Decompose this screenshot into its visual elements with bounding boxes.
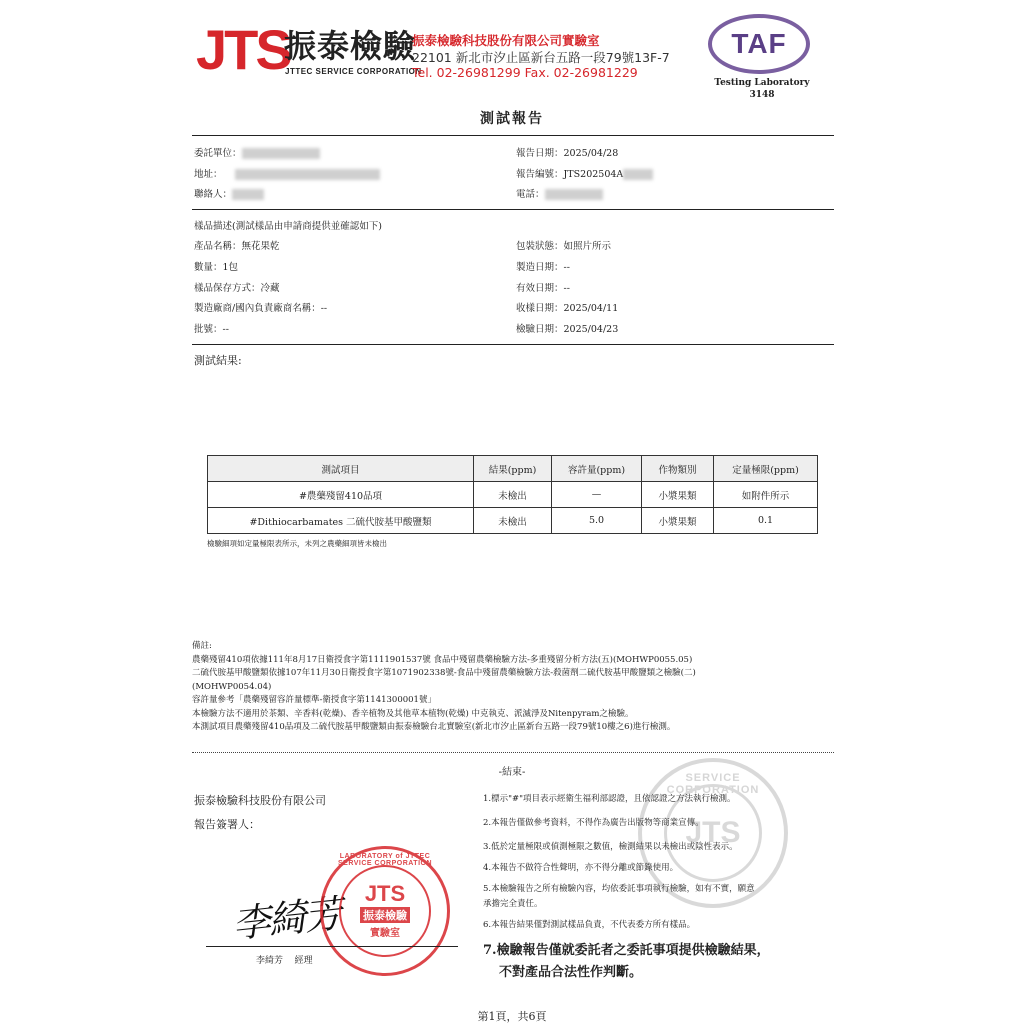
package-state: 包裝狀態：如照片所示 [516,241,612,252]
handwritten-signature: 李綺芳 [230,891,343,947]
address-row [194,166,380,180]
report-date: 報告日期：2025/04/28 [516,148,619,159]
disclaimer-6: 6.本報告結果僅對測試樣品負責，不代表委方所有樣品。 [483,920,696,930]
cell-test-item: #農藥殘留410品項 [208,482,474,508]
watermark-ring-text: SERVICE CORPORATION [666,772,760,796]
disclaimer-2: 2.本報告僅做參考資料，不得作為廣告出版物等商業宣傳。 [483,818,704,828]
header-result: 結果(ppm) [474,456,552,482]
lab-phone: Tel. 02-26981299 Fax. 02-26981229 [412,65,638,80]
cell-result: 未檢出 [474,508,552,534]
note-line: 農藥殘留410項依據111年8月17日衛授食字第1111901537號 食品中殘留農藥檢驗方法-多重殘留分析方法(五)(MOHWP0055.05) [192,654,693,665]
manufacturer: 製造廠商/國內負責廠商名稱：-- [194,303,328,314]
table-row [208,482,818,508]
seal-label: 實驗室 [370,928,400,939]
cell-tolerance: — [552,482,642,508]
received-date: 收樣日期：2025/04/11 [516,303,619,314]
redacted-phone [545,189,603,200]
redacted-client [242,148,320,159]
accreditation-number: 3148 [749,90,775,100]
storage-method: 樣品保存方式：冷藏 [194,283,280,294]
signer-name-title [256,953,312,966]
table-row [208,508,818,534]
signing-company: 振泰檢驗科技股份有限公司 [194,794,326,807]
seal-company: 振泰檢驗 [360,907,410,923]
divider [192,135,834,136]
redacted-address [235,169,380,180]
taf-logo [708,14,810,74]
disclaimer-3: 3.低於定量極限或偵測極限之數值，檢測結果以未檢出或陰性表示。 [483,842,738,852]
contact-label: 聯絡人： [194,189,233,200]
page-number: 第1頁，共6頁 [477,1010,547,1023]
taf-logo-text: TAF [731,28,787,59]
disclaimer-7-cont: 不對產品合法性作判斷。 [499,965,643,980]
contact-row [194,186,264,200]
watermark-logo: JTS [685,816,741,849]
accreditation-label: Testing Laboratory [714,78,810,88]
notes-label: 備註: [192,641,212,651]
disclaimer-5: 5.本檢驗報告之所有檢驗內容，均依委託事項執行檢驗，如有不實，願意 [483,884,755,894]
report-title: 測試報告 [480,111,544,127]
cell-crop-category: 小漿果類 [642,482,714,508]
signer-name: 李綺芳 [256,956,284,966]
results-table [207,455,818,534]
header-tolerance: 容許量(ppm) [552,456,642,482]
signer-title: 經理 [294,956,313,966]
client-row [194,145,320,159]
divider [192,209,834,210]
note-line: 本檢驗方法不適用於茶類、辛香料(乾燥)、香辛植物及其他草本植物(乾燥) 中克執克、派滅淨及Nitenpyram之檢驗。 [192,708,634,719]
address-label: 地址： [194,169,223,180]
sample-description: 樣品描述(測試樣品由申請商提供並確認如下) [194,221,382,232]
header-quantitation-limit: 定量極限(ppm) [714,456,818,482]
seal-ring-text: LABORATORY of JTTEC SERVICE CORPORATION [337,853,433,867]
jts-logo-mark: JTS [196,18,290,81]
quantity: 數量：1包 [194,262,239,273]
end-mark: -結束- [498,767,526,778]
cell-tolerance: 5.0 [552,508,642,534]
note-line: 本測試項目農藥殘留410品項及二硫代胺基甲酸鹽類由振泰檢驗台北實驗室(新北市汐止區新台五路一段79號10樓之6)進行檢測。 [192,722,676,732]
product-name: 產品名稱：無花果乾 [194,241,280,252]
expiry-date: 有效日期：-- [516,283,570,294]
company-logo-text: 振泰檢驗 [284,27,417,65]
redacted-report-number [623,169,653,180]
seal-logo: JTS [364,881,406,906]
lab-name: 振泰檢驗科技股份有限公司實驗室 [412,33,600,48]
cell-crop-category: 小漿果類 [642,508,714,534]
cell-result: 未檢出 [474,482,552,508]
disclaimer-1: 1.標示"#"項目表示經衛生福利部認證，且依認證之方法執行檢測。 [483,794,736,804]
disclaimer-5-cont: 承擔完全責任。 [483,899,543,909]
phone-label: 電話： [516,189,545,200]
divider [192,752,834,753]
notes-block [192,640,696,735]
header-test-item: 測試項目 [208,456,474,482]
signature-line [206,946,458,947]
phone-row [516,186,603,200]
cell-quantitation-limit: 如附件所示 [714,482,818,508]
redacted-contact [232,189,264,200]
report-number: 報告編號：JTS202504A [516,169,624,180]
note-line: (MOHWP0054.04) [192,681,272,692]
client-label: 委託單位： [194,148,242,159]
header-crop-category: 作物類別 [642,456,714,482]
lot-number: 批號：-- [194,324,229,335]
signer-label: 報告簽署人： [194,818,260,831]
manufacture-date: 製造日期：-- [516,262,570,273]
results-label: 測試結果: [194,354,242,367]
inspection-date: 檢驗日期：2025/04/23 [516,324,619,335]
note-line: 二硫代胺基甲酸鹽類依據107年11月30日衛授食字第1071902338號-食品中殘留農藥檢驗方法-殺菌劑二硫代胺基甲酸鹽類之檢驗(二) [192,668,696,678]
company-logo-english: JTTEC SERVICE CORPORATION [285,67,422,76]
red-company-seal [320,846,450,976]
cell-quantitation-limit: 0.1 [714,508,818,534]
table-header-row [208,456,818,482]
lab-address: 22101 新北市汐止區新台五路一段79號13F-7 [412,50,670,65]
report-number-row [516,166,653,180]
divider [192,344,834,345]
disclaimer-7: 7.檢驗報告僅就委託者之委託事項提供檢驗結果， [483,943,770,958]
disclaimer-4: 4.本報告不做符合性聲明，亦不得分離或節錄使用。 [483,863,679,873]
note-line: 容許量參考「農藥殘留容許量標準-衛授食字第1141300001號」 [192,695,436,705]
cell-test-item: #Dithiocarbamates 二硫代胺基甲酸鹽類 [208,508,474,534]
accreditation-info [712,77,812,101]
table-footnote: 檢驗細項如定量極限表所示，未列之農藥細項皆未檢出 [207,539,387,548]
